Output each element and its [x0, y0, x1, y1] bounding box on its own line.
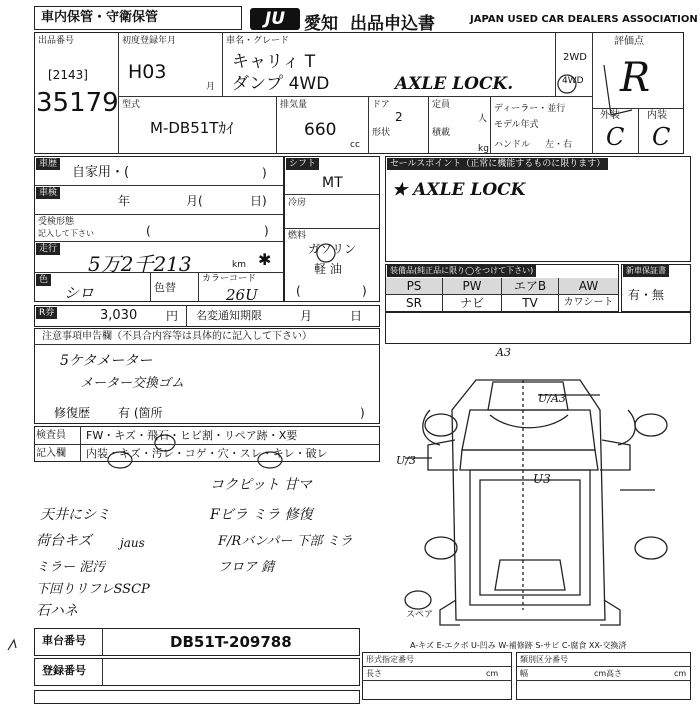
color-code-value: 26U [226, 286, 258, 304]
displacement-unit: cc [350, 140, 360, 150]
mileage-unit: km [232, 260, 246, 270]
chassis-value: DB51T-209788 [170, 633, 292, 651]
inspector-line: FW・キズ・飛石・ヒビ割・リペア跡・X要 [86, 429, 298, 442]
color-value: シロ [64, 284, 95, 302]
aircon-label: 冷房 [288, 198, 307, 208]
fuel-open: ( [296, 284, 301, 298]
exterior-label: 外装 [600, 110, 620, 121]
color-change-label: 色替 [154, 281, 176, 294]
inspector-note-6: F/Rバンパー 下部 ミラ [218, 534, 353, 549]
equipment-airbag: エアB [513, 279, 547, 293]
interior-label: 内装 [647, 110, 667, 121]
contract-close: ) [264, 224, 269, 238]
bottom-strip [34, 690, 360, 704]
capacity-label: 定員 [432, 100, 451, 110]
mileage-value: 5万2千213 [88, 252, 192, 276]
ju-logo: JU [250, 8, 300, 30]
notes-line-2: メーター交換ゴム [80, 376, 185, 391]
equipment-label: 装備品(純正品に限り◯をつけて下さい) [387, 265, 536, 277]
drive-4wd: 4WD [562, 76, 584, 86]
fuel-label: 燃料 [288, 231, 307, 241]
length-label: 長さ [366, 669, 382, 678]
shaken-month: 月( [186, 194, 203, 208]
warranty-label: 新車保証書 [623, 265, 669, 277]
repair-value: 有 (箇所 [118, 406, 163, 420]
vehicle-info-block [34, 32, 684, 154]
exterior-grade: C [606, 123, 625, 151]
recycle-unit: 円 [166, 309, 179, 323]
handle-value: 左・右 [545, 140, 573, 150]
doors-label: ドア [372, 100, 390, 110]
color-label: 色 [36, 274, 51, 286]
length-unit: cm [486, 669, 499, 678]
history-close: ) [262, 166, 267, 180]
lot-number: 35179 [36, 88, 119, 118]
english-title: JAPAN USED CAR DEALERS ASSOCIATION [470, 14, 698, 25]
shift-label: シフト [286, 158, 319, 170]
diagram-label-hood: U/A3 [538, 392, 566, 405]
model-year-label: モデル年式 [494, 120, 539, 130]
inspector-note-10: 石ハネ [36, 603, 78, 619]
inspector-note-3: Fビラ ミラ 修復 [210, 507, 313, 523]
damage-legend: A-キズ E-エクボ U-凹み W-補修跡 S-サビ C-腐食 XX-交換済 [410, 641, 627, 650]
equipment-pw: PW [462, 279, 482, 293]
inspector-note-9: 下回りリフレSSCP [36, 582, 150, 597]
entry-line: 内装・キズ・汚レ・コゲ・穴・スレ・キレ・破レ [86, 447, 328, 460]
width-label: 幅 [520, 669, 528, 678]
type-cert-label: 形式指定番号 [366, 655, 414, 664]
rating-label: 評価点 [614, 36, 644, 47]
sales-point-label: セールスポイント（正常に機能するものに限ります） [387, 158, 608, 170]
diagram-label-left: U/3 [396, 454, 416, 467]
model-type-label: 型式 [122, 100, 141, 110]
handle-label: ハンドル [494, 140, 531, 150]
model-grade-label: 車名・グレード [226, 36, 290, 46]
sales-point-note: ★ AXLE LOCK [392, 180, 526, 200]
inspector-note-2: 天井にシミ [40, 507, 110, 523]
drive-2wd: 2WD [563, 52, 587, 63]
load-label: 積載 [432, 128, 451, 138]
diagram-label-body: U3 [533, 472, 551, 486]
width-unit: cm [594, 669, 607, 678]
color-code-label: カラーコード [202, 274, 257, 284]
chassis-label: 車台番号 [42, 634, 86, 647]
rating-value: R [620, 55, 651, 101]
registration-label: 初度登録年月 [122, 36, 177, 46]
storage-tab-label: 車内保管・守衛保管 [41, 10, 159, 25]
model-grade: ダンプ 4WD [232, 74, 330, 94]
recycle-label: R券 [36, 307, 57, 319]
displacement-label: 排気量 [280, 100, 308, 110]
repair-close: ) [360, 406, 365, 420]
inspector-note-7: ミラー 泥汚 [36, 560, 106, 575]
dealer-label: ディーラー・並行 [494, 104, 566, 114]
fuel-diesel: 軽 油 [314, 262, 342, 276]
registration-value: H03 [128, 61, 167, 83]
shaken-year: 年 [118, 194, 131, 208]
mileage-label: 走行 [36, 243, 60, 255]
inspector-note-8: フロア 錆 [218, 560, 275, 575]
shaken-day: 日) [250, 194, 267, 208]
history-label: 車歴 [36, 158, 60, 170]
class-label: 類別区分番号 [520, 655, 568, 664]
plate-label: 登録番号 [42, 664, 86, 677]
registration-unit: 月 [206, 82, 216, 92]
height-label: 高さ [606, 669, 622, 678]
form-title: 出品申込書 [350, 14, 435, 34]
shaken-label: 車検 [36, 187, 60, 199]
notice-month: 月 [300, 309, 313, 323]
interior-grade: C [652, 123, 671, 151]
contract-open: ( [146, 224, 151, 238]
spare-label: スペア [406, 610, 434, 620]
load-unit: kg [478, 144, 489, 154]
inspector-note-1: コクピット 甘マ [210, 477, 312, 493]
inspector-note-4: 荷台キズ [36, 533, 92, 549]
doors-value: 2 [395, 110, 403, 124]
height-unit: cm [674, 669, 687, 678]
lot-bracket-code: [2143] [48, 68, 88, 82]
fuel-gasoline: ガソリン [308, 242, 357, 256]
equipment-sr: SR [406, 296, 422, 310]
shape-label: 形状 [372, 128, 391, 138]
lot-label: 出品番号 [38, 36, 75, 46]
contract-label: 受検形態 [38, 217, 75, 227]
history-value: 自家用・( [72, 165, 130, 180]
repair-label: 修復歴 [54, 406, 91, 420]
post-fill-block [385, 312, 691, 344]
equipment-leather-seat: カワシート [563, 297, 614, 308]
equipment-ps: PS [406, 279, 422, 293]
fuel-close: ) [362, 284, 367, 298]
contract-note: 記入して下さい [38, 229, 94, 238]
displacement-value: 660 [304, 120, 337, 140]
equipment-tv: TV [522, 296, 538, 310]
equipment-aw: AW [578, 279, 599, 293]
inspector-note-5: jaus [120, 536, 145, 550]
model-handwritten-note: AXLE LOCK. [395, 74, 514, 94]
capacity-unit: 人 [478, 114, 488, 124]
model-type-value: M-DB51Tｶｲ [150, 119, 234, 137]
org-name: 愛知 [304, 14, 338, 34]
model-name: キャリィ T [232, 52, 316, 72]
sales-point-block [385, 156, 691, 262]
notes-label: 注意事項申告欄（不具合内容等は具体的に記入して下さい） [42, 331, 312, 342]
shift-value: MT [322, 175, 343, 191]
inspector-label: 検査員 [36, 430, 66, 441]
equipment-navi: ナビ [459, 296, 484, 310]
notes-line-1: 5ケタメーター [60, 353, 153, 369]
entry-label: 記入欄 [36, 448, 66, 459]
star-icon: ✱ [258, 250, 272, 269]
diagram-label-front: A3 [496, 346, 511, 359]
recycle-value: 3,030 [100, 308, 138, 323]
warranty-value: 有・無 [628, 288, 665, 302]
notice-day: 日 [350, 309, 363, 323]
notice-label: 名変通知期限 [196, 309, 262, 322]
